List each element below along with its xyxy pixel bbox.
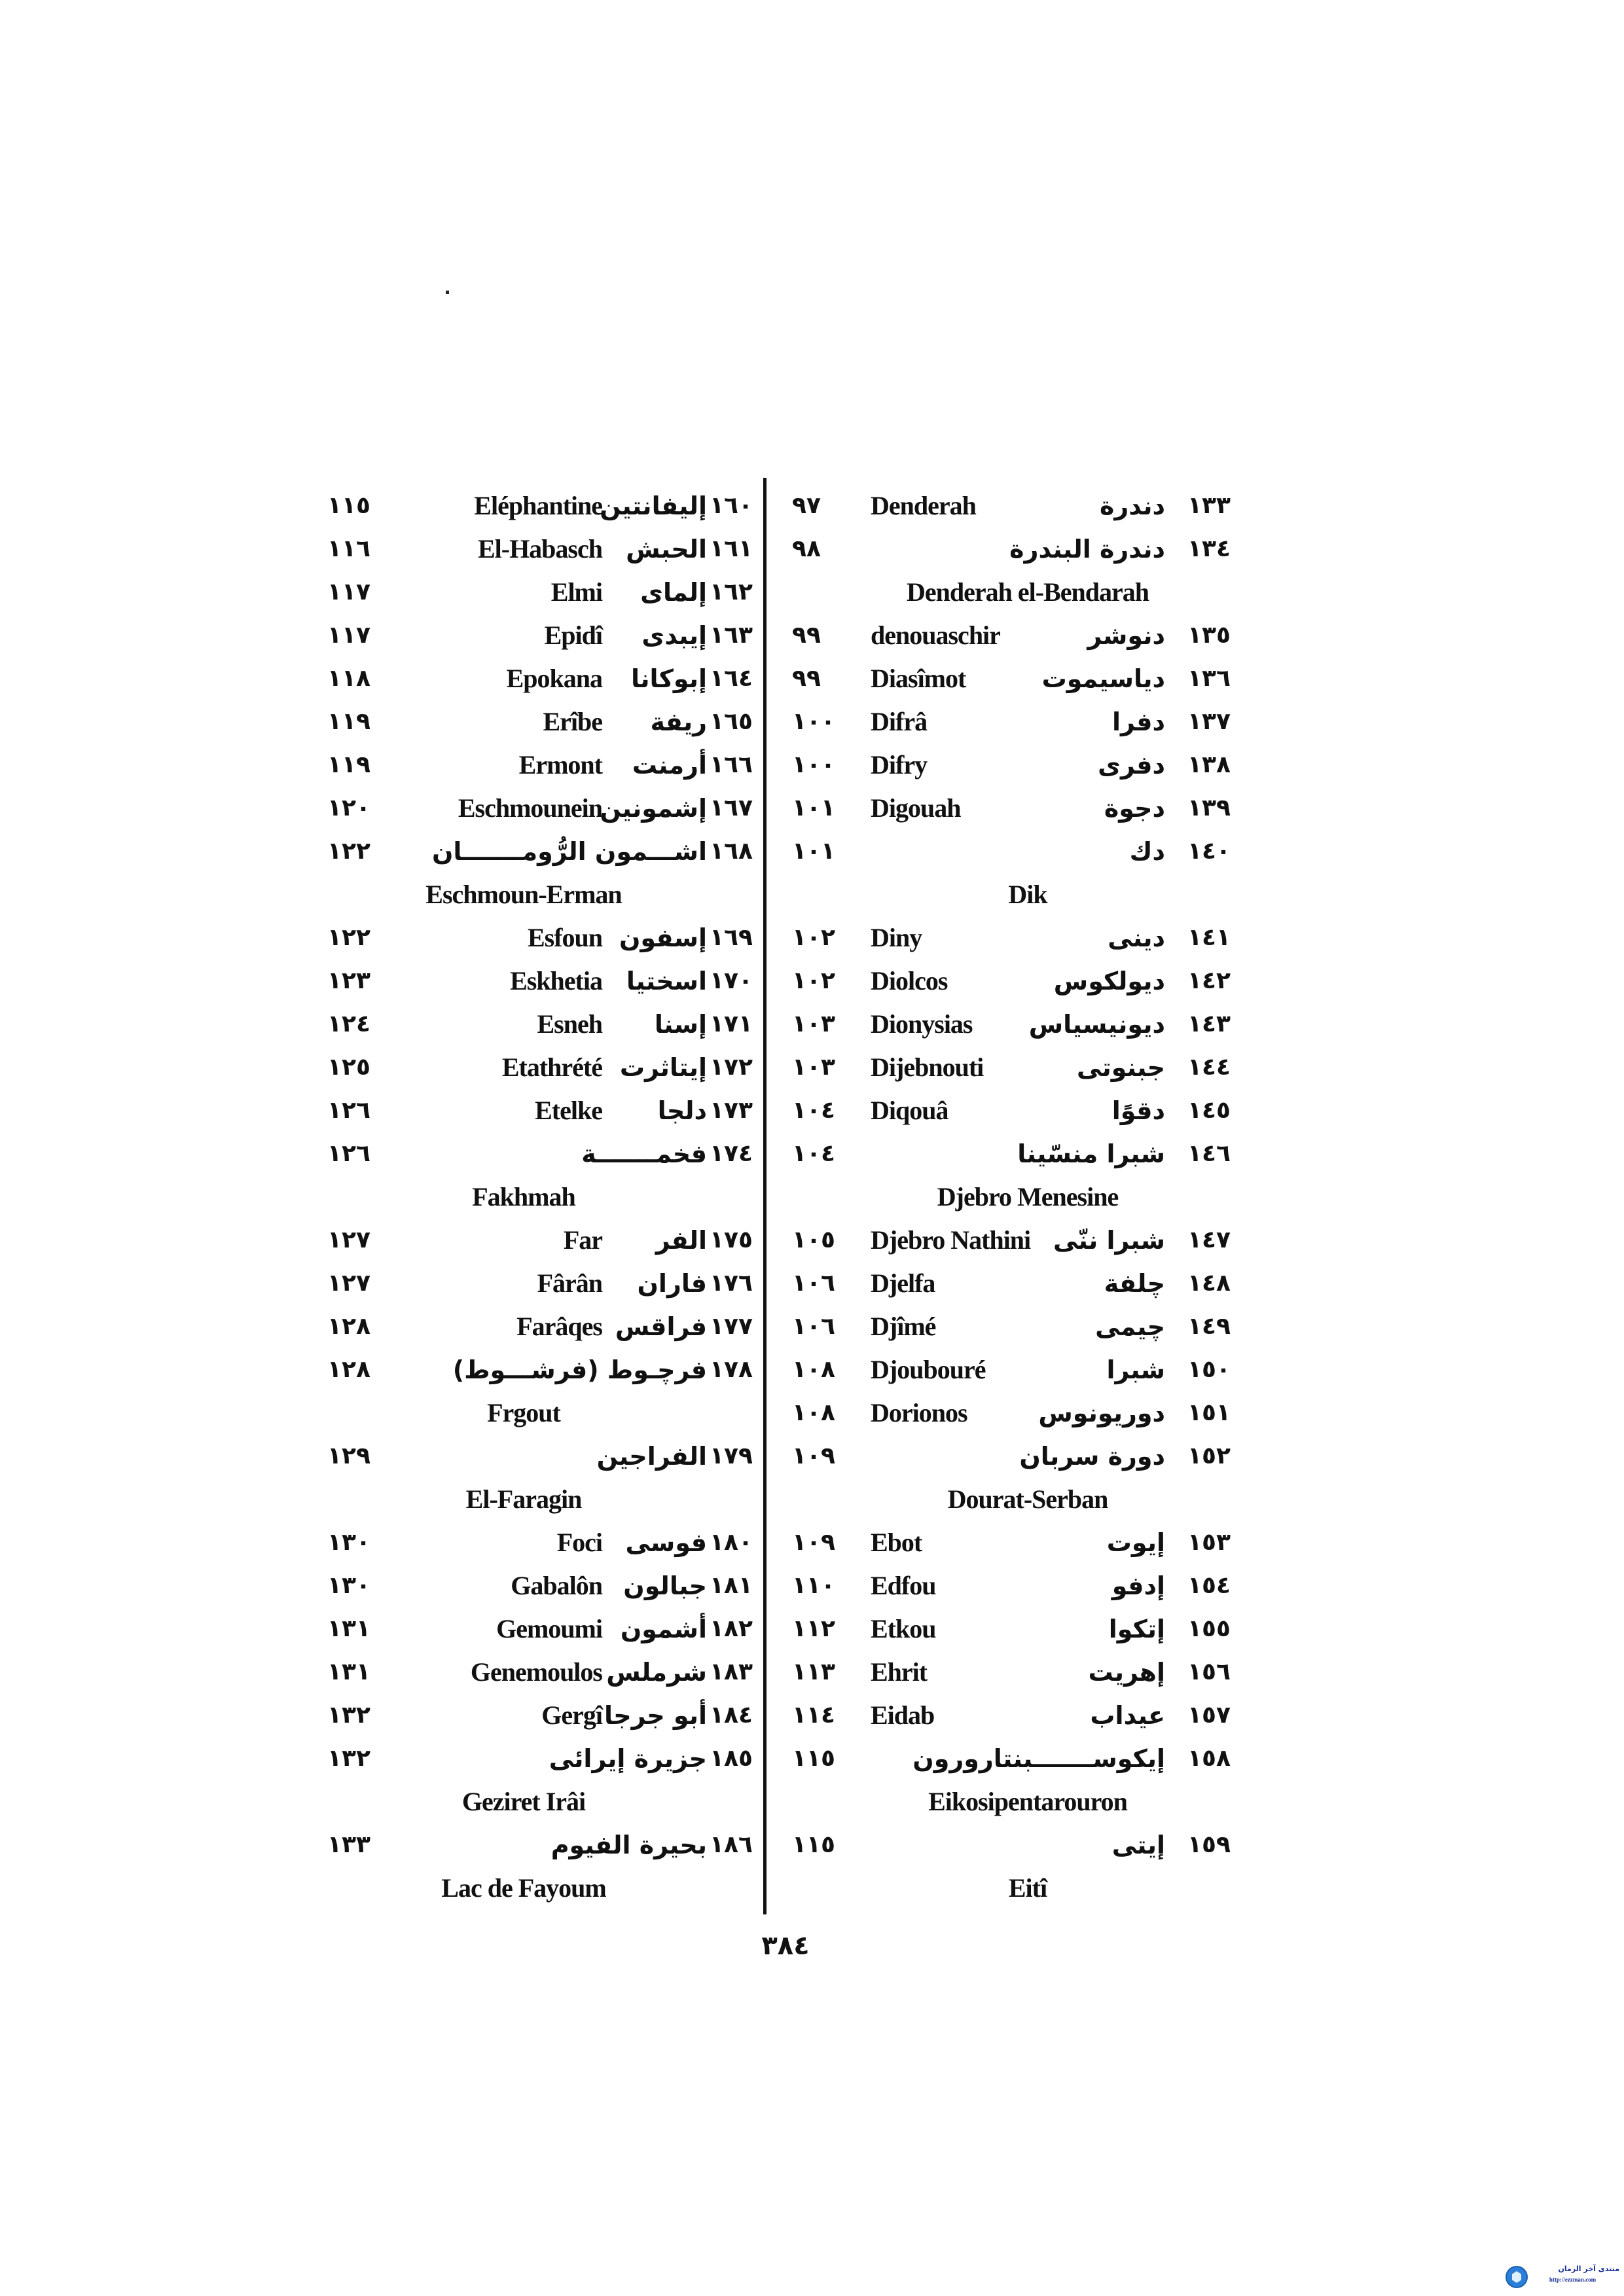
entry-number: ١٤٤ (1187, 1054, 1231, 1081)
index-subline (314, 1175, 759, 1219)
latin-name: Difrâ (871, 707, 928, 736)
latin-name: Diny (871, 923, 922, 952)
entry-number: ١٦٤ (710, 665, 753, 692)
index-entry (314, 484, 759, 528)
entry-number: ١٤٠ (1187, 838, 1231, 865)
index-entry (314, 1219, 759, 1262)
index-entry (314, 1305, 759, 1348)
arabic-name: ديونيسياس (1028, 1010, 1165, 1039)
index-entry (772, 830, 1270, 873)
latin-name: Eitî (1008, 1873, 1047, 1903)
arabic-name: دنوشر (1087, 621, 1165, 650)
latin-name: Djîmé (871, 1312, 936, 1341)
latin-name: Epidî (544, 620, 602, 650)
page-reference: ١٣٠ (327, 1529, 370, 1556)
index-entry (314, 1089, 759, 1132)
arabic-name: جزيرة إيرائى (549, 1744, 707, 1773)
index-entry (772, 1823, 1270, 1867)
entry-number: ١٦٨ (710, 838, 753, 865)
arabic-name: أرمنت (632, 751, 707, 780)
entry-number: ١٧٥ (710, 1227, 753, 1253)
entry-number: ١٥٥ (1187, 1615, 1231, 1642)
latin-name: Etkou (871, 1614, 936, 1643)
index-entry (772, 1607, 1270, 1651)
arabic-name: جبنوتى (1077, 1053, 1165, 1082)
arabic-name: چلفة (1104, 1269, 1165, 1298)
arabic-name: شبرا ننّى (1053, 1226, 1165, 1255)
arabic-name: اسختيا (626, 967, 707, 996)
entry-number: ١٤٩ (1187, 1313, 1231, 1340)
arabic-name: فرچـوط (فرشـــوط) (452, 1355, 707, 1384)
arabic-name: الفراجين (596, 1442, 707, 1471)
entry-number: ١٧٩ (710, 1443, 753, 1469)
latin-name: Difry (871, 750, 928, 780)
entry-number: ١٥٧ (1187, 1702, 1231, 1729)
arabic-name: دقوًا (1111, 1096, 1165, 1125)
index-entry (772, 1737, 1270, 1780)
arabic-name: عيداب (1090, 1701, 1165, 1730)
page-reference: ١٣١ (327, 1615, 370, 1642)
latin-name: Eschmoun-Erman (425, 880, 622, 909)
index-subline (772, 1780, 1270, 1823)
latin-name: Djelfa (871, 1268, 935, 1298)
index-subline (772, 1175, 1270, 1219)
entry-number: ١٥١ (1187, 1399, 1231, 1426)
page-reference: ١٢٧ (327, 1270, 370, 1297)
page-reference: ١٢٨ (327, 1356, 370, 1383)
page-reference: ١١٥ (792, 1745, 835, 1772)
index-entry (314, 571, 759, 614)
latin-name: Djebro Nathini (871, 1225, 1031, 1255)
index-column-right (772, 484, 1270, 1910)
index-entry (314, 657, 759, 700)
page-reference: ١٠٢ (792, 967, 835, 994)
page-reference: ١٠٤ (792, 1097, 835, 1124)
entry-number: ١٣٦ (1187, 665, 1231, 692)
arabic-name: فراقس (615, 1312, 707, 1341)
page-reference: ١٢٦ (327, 1097, 370, 1124)
entry-number: ١٤٣ (1187, 1011, 1231, 1037)
entry-number: ١٥٦ (1187, 1659, 1231, 1685)
latin-name: Ehrit (871, 1657, 928, 1687)
latin-name: denouaschir (871, 620, 1000, 650)
arabic-name: أشمون (620, 1615, 707, 1643)
arabic-name: إلماى (640, 578, 707, 607)
page-reference: ١٢٤ (327, 1011, 370, 1037)
page-reference: ١٢٥ (327, 1054, 370, 1081)
entry-number: ١٣٥ (1187, 622, 1231, 649)
arabic-name: الحبش (626, 535, 707, 564)
latin-name: Fakhmah (472, 1182, 575, 1211)
page-reference: ١٣١ (327, 1659, 370, 1685)
index-entry (772, 1564, 1270, 1607)
index-entry (772, 1046, 1270, 1089)
entry-number: ١٣٣ (1187, 492, 1231, 519)
page-number: ٣٨٤ (761, 1931, 810, 1961)
index-entry (772, 1435, 1270, 1478)
arabic-name: إيوت (1106, 1528, 1165, 1557)
entry-number: ١٦١ (710, 535, 753, 562)
index-entry (314, 787, 759, 830)
index-subline (314, 1478, 759, 1521)
index-entry (772, 960, 1270, 1003)
latin-name: Eikosipentarouron (928, 1787, 1127, 1816)
arabic-name: إيبدى (641, 621, 707, 650)
arabic-name: دفرا (1111, 708, 1165, 736)
latin-name: Denderah (871, 491, 976, 520)
index-entry (314, 744, 759, 787)
page-reference: ٩٩ (792, 665, 821, 692)
index-entry (772, 744, 1270, 787)
index-subline (314, 1867, 759, 1910)
index-entry (314, 1737, 759, 1780)
index-entry (314, 1564, 759, 1607)
entry-number: ١٨٤ (710, 1702, 753, 1729)
page-reference: ١١٨ (327, 665, 370, 692)
latin-name: Edfou (871, 1571, 936, 1600)
index-entry (314, 1694, 759, 1737)
page-reference: ١١٤ (792, 1702, 835, 1729)
page-reference: ١٠٩ (792, 1443, 835, 1469)
entry-number: ١٥٢ (1187, 1443, 1231, 1469)
latin-name: Ermont (518, 750, 602, 780)
watermark-url[interactable]: http://ezzman.com (1549, 2276, 1597, 2283)
page-reference: ١٠١ (792, 838, 835, 865)
arabic-name: دلجا (657, 1096, 707, 1125)
latin-name: Diqouâ (871, 1096, 948, 1125)
arabic-name: الفر (655, 1226, 707, 1255)
page-reference: ١٣٠ (327, 1572, 370, 1599)
index-subline (314, 1391, 759, 1435)
index-entry (314, 614, 759, 657)
arabic-name: إهريت (1088, 1658, 1165, 1687)
latin-name: Etathrété (501, 1052, 602, 1082)
index-entry (772, 916, 1270, 960)
entry-number: ١٨٢ (710, 1615, 753, 1642)
entry-number: ١٤٧ (1187, 1227, 1231, 1253)
latin-name: Gemoumi (496, 1614, 602, 1643)
index-entry (314, 1046, 759, 1089)
latin-name: Dijebnouti (871, 1052, 984, 1082)
page-reference: ١٠٠ (792, 708, 835, 735)
page-reference: ١٢٢ (327, 924, 370, 951)
arabic-name: إتكوا (1108, 1615, 1165, 1643)
page-reference: ١٠٦ (792, 1270, 835, 1297)
page-reference: ٩٧ (792, 492, 821, 519)
arabic-name: إيتى (1111, 1831, 1165, 1859)
latin-name: Eléphantine (474, 491, 602, 520)
index-entry (772, 1521, 1270, 1564)
index-entry (772, 1348, 1270, 1391)
latin-name: Erîbe (543, 707, 602, 736)
page-reference: ١١٣ (792, 1659, 835, 1685)
latin-name: Lac de Fayoum (441, 1873, 606, 1903)
arabic-name: إليفانتين (600, 492, 707, 520)
entry-number: ١٦٥ (710, 708, 753, 735)
forum-logo-icon (1506, 2266, 1528, 2288)
page-reference: ١٠٢ (792, 924, 835, 951)
index-entry (772, 1089, 1270, 1132)
arabic-name: إسنا (654, 1010, 707, 1039)
arabic-name: إبوكانا (630, 664, 707, 693)
index-subline (314, 1780, 759, 1823)
arabic-name: أبو جرجا (604, 1701, 707, 1730)
latin-name: El-Faragin (465, 1484, 582, 1514)
entry-number: ١٨١ (710, 1572, 753, 1599)
arabic-name: دك (1129, 837, 1165, 866)
entry-number: ١٣٤ (1187, 535, 1231, 562)
index-entry (314, 1521, 759, 1564)
entry-number: ١٤٥ (1187, 1097, 1231, 1124)
entry-number: ١٧٦ (710, 1270, 753, 1297)
index-subline (772, 1867, 1270, 1910)
index-entry (314, 916, 759, 960)
page-reference: ١١٧ (327, 579, 370, 605)
arabic-name: شبرا (1106, 1355, 1165, 1384)
entry-number: ١٦٠ (710, 492, 753, 519)
entry-number: ١٧٢ (710, 1054, 753, 1081)
page-reference: ٩٩ (792, 622, 821, 649)
arabic-name: إسفون (619, 924, 707, 952)
latin-name: Fârân (537, 1268, 602, 1298)
latin-name: Foci (556, 1528, 602, 1557)
latin-name: Genemoulos (470, 1657, 602, 1687)
page-reference: ١٢٣ (327, 967, 370, 994)
index-entry (314, 1435, 759, 1478)
index-entry (772, 484, 1270, 528)
latin-name: Dik (1008, 880, 1047, 909)
latin-name: Eskhetia (510, 966, 602, 996)
entry-number: ١٦٢ (710, 579, 753, 605)
latin-name: Esneh (537, 1009, 602, 1039)
scan-speck (446, 291, 449, 294)
index-entry (772, 1132, 1270, 1175)
entry-number: ١٧٧ (710, 1313, 753, 1340)
entry-number: ١٣٨ (1187, 751, 1231, 778)
entry-number: ١٣٧ (1187, 708, 1231, 735)
arabic-name: شبرا منسّينا (1017, 1139, 1165, 1168)
arabic-name: دندرة (1099, 492, 1165, 520)
entry-number: ١٧٠ (710, 967, 753, 994)
latin-name: Dourat-Serban (947, 1484, 1108, 1514)
latin-name: Diasîmot (871, 664, 966, 693)
page-reference: ١٣٣ (327, 1831, 370, 1858)
latin-name: Ebot (871, 1528, 922, 1557)
entry-number: ١٨٠ (710, 1529, 753, 1556)
page-reference: ١١٥ (792, 1831, 835, 1858)
page-reference: ١٠١ (792, 795, 835, 821)
page-reference: ١٢٩ (327, 1443, 370, 1469)
entry-number: ١٦٦ (710, 751, 753, 778)
index-entry (772, 1694, 1270, 1737)
page-reference: ١٢٢ (327, 838, 370, 865)
index-entry (314, 1607, 759, 1651)
page-reference: ١٠٤ (792, 1140, 835, 1167)
entry-number: ١٨٥ (710, 1745, 753, 1772)
index-entry (314, 1348, 759, 1391)
page-reference: ١٠٣ (792, 1011, 835, 1037)
index-entry (772, 700, 1270, 744)
arabic-name: إشمونين (600, 794, 707, 823)
page-reference: ١٢٦ (327, 1140, 370, 1167)
index-entry (314, 528, 759, 571)
arabic-name: إيتاثرت (619, 1053, 707, 1082)
index-entry (772, 528, 1270, 571)
entry-number: ١٧٤ (710, 1140, 753, 1167)
index-entry (314, 1651, 759, 1694)
index-entry (772, 787, 1270, 830)
latin-name: Esfoun (527, 923, 602, 952)
page-reference: ١٢٧ (327, 1227, 370, 1253)
latin-name: Frgout (487, 1398, 560, 1427)
latin-name: Gergî (541, 1700, 602, 1730)
entry-number: ١٧١ (710, 1011, 753, 1037)
arabic-name: چيمى (1095, 1312, 1165, 1341)
page-reference: ١٠٥ (792, 1227, 835, 1253)
arabic-name: دورة سربان (1019, 1442, 1165, 1471)
index-entry (314, 960, 759, 1003)
page-reference: ١١٢ (792, 1615, 835, 1642)
entry-number: ١٤٢ (1187, 967, 1231, 994)
index-entry (772, 1305, 1270, 1348)
arabic-name: إدفو (1111, 1571, 1165, 1600)
entry-number: ١٥٩ (1187, 1831, 1231, 1858)
index-entry (772, 657, 1270, 700)
latin-name: Djoubouré (871, 1355, 986, 1384)
latin-name: Far (563, 1225, 602, 1255)
page-reference: ١٠٣ (792, 1054, 835, 1081)
latin-name: Denderah el-Bendarah (907, 577, 1149, 607)
entry-number: ١٥٤ (1187, 1572, 1231, 1599)
entry-number: ١٧٨ (710, 1356, 753, 1383)
latin-name: El-Habasch (477, 534, 602, 564)
watermark-title: منتدى آخر الزمان (1558, 2265, 1619, 2273)
page-reference: ٩٨ (792, 535, 821, 562)
arabic-name: دندرة البندرة (1009, 535, 1165, 564)
index-entry (772, 1219, 1270, 1262)
index-subline (772, 873, 1270, 916)
page-reference: ١٣٢ (327, 1702, 370, 1729)
arabic-name: فخمـــــــة (581, 1139, 707, 1168)
index-entry (772, 1651, 1270, 1694)
latin-name: Digouah (871, 793, 961, 823)
entry-number: ١٤٨ (1187, 1270, 1231, 1297)
arabic-name: دفرى (1098, 751, 1165, 780)
page-reference: ١٢٨ (327, 1313, 370, 1340)
page-reference: ١١٩ (327, 751, 370, 778)
latin-name: Diolcos (871, 966, 948, 996)
arabic-name: دجوة (1104, 794, 1165, 823)
arabic-name: إيكوســـــــبنتارورون (912, 1744, 1165, 1773)
arabic-name: بحيرة الفيوم (550, 1831, 707, 1859)
entry-number: ١٦٧ (710, 795, 753, 821)
arabic-name: فاران (637, 1269, 707, 1298)
arabic-name: ريفة (650, 708, 707, 736)
index-entry (314, 700, 759, 744)
page-reference: ١٠٦ (792, 1313, 835, 1340)
entry-number: ١٥٠ (1187, 1356, 1231, 1383)
entry-number: ١٧٣ (710, 1097, 753, 1124)
entry-number: ١٦٣ (710, 622, 753, 649)
index-entry (314, 830, 759, 873)
latin-name: Dorionos (871, 1398, 967, 1427)
arabic-name: دوريونوس (1038, 1399, 1165, 1427)
index-subline (772, 571, 1270, 614)
latin-name: Etelke (535, 1096, 602, 1125)
arabic-name: دياسيموت (1041, 664, 1165, 693)
latin-name: Dionysias (871, 1009, 973, 1039)
index-entry (772, 1003, 1270, 1046)
arabic-name: جبالون (623, 1571, 707, 1600)
latin-name: Geziret Irâi (461, 1787, 586, 1816)
page-reference: ١٢٠ (327, 795, 370, 821)
arabic-name: ديولكوس (1053, 967, 1165, 996)
entry-number: ١٤٦ (1187, 1140, 1231, 1167)
entry-number: ١٣٩ (1187, 795, 1231, 821)
entry-number: ١٥٨ (1187, 1745, 1231, 1772)
latin-name: Eschmounein (458, 793, 602, 823)
latin-name: Farâqes (516, 1312, 602, 1341)
latin-name: Gabalôn (511, 1571, 602, 1600)
latin-name: Epokana (506, 664, 602, 693)
arabic-name: دينى (1108, 924, 1165, 952)
latin-name: Eidab (871, 1700, 935, 1730)
entry-number: ١٦٩ (710, 924, 753, 951)
index-entry (772, 1262, 1270, 1305)
index-entry (772, 1391, 1270, 1435)
latin-name: Djebro Menesine (937, 1182, 1119, 1211)
index-subline (772, 1478, 1270, 1521)
index-entry (314, 1262, 759, 1305)
watermark (1506, 2265, 1620, 2291)
arabic-name: اشـــمون الرُّومـــــــان (431, 837, 707, 866)
page-reference: ١١٩ (327, 708, 370, 735)
arabic-name: شرملس (606, 1658, 707, 1687)
index-subline (314, 873, 759, 916)
entry-number: ١٨٣ (710, 1659, 753, 1685)
latin-name: Elmi (550, 577, 602, 607)
page-reference: ١١٥ (327, 492, 370, 519)
page-reference: ١٠٨ (792, 1356, 835, 1383)
page-reference: ١١٠ (792, 1572, 835, 1599)
index-entry (772, 614, 1270, 657)
index-entry (314, 1132, 759, 1175)
page-reference: ١١٦ (327, 535, 370, 562)
index-entry (314, 1823, 759, 1867)
entry-number: ١٥٣ (1187, 1529, 1231, 1556)
page-reference: ١١٧ (327, 622, 370, 649)
index-column-left (314, 484, 759, 1910)
column-divider (763, 478, 767, 1914)
entry-number: ١٨٦ (710, 1831, 753, 1858)
arabic-name: فوسى (625, 1528, 707, 1557)
page-reference: ١٣٢ (327, 1745, 370, 1772)
index-entry (314, 1003, 759, 1046)
page-reference: ١٠٨ (792, 1399, 835, 1426)
page-reference: ١٠٠ (792, 751, 835, 778)
page-reference: ١٠٩ (792, 1529, 835, 1556)
entry-number: ١٤١ (1187, 924, 1231, 951)
